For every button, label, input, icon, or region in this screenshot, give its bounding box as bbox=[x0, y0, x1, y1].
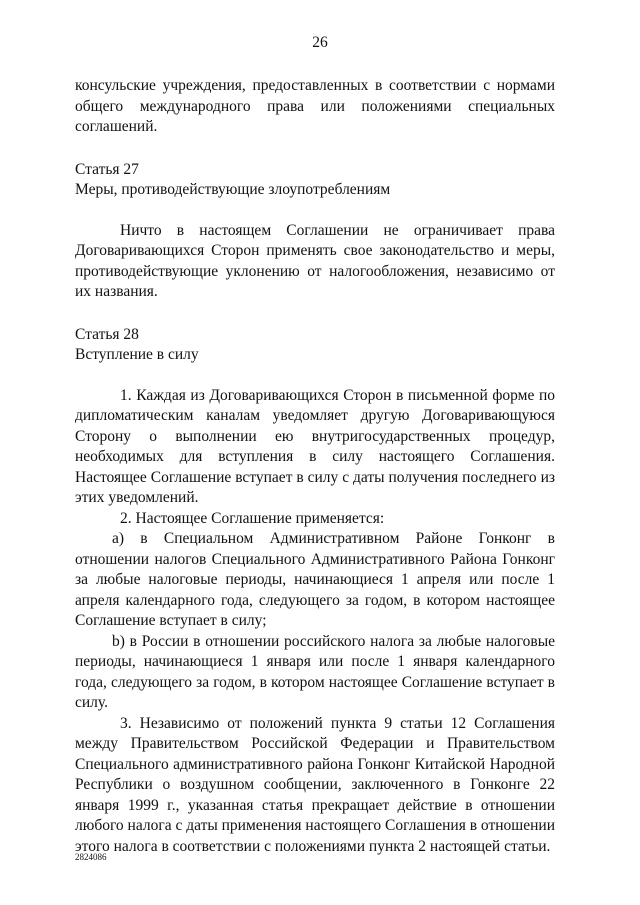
article-28-paragraph-3: 3. Независимо от положений пункта 9 статьи 12 Соглашения между Правительством Российской Федерации и Правительством Специального административного района Гонконг Китайской Народной Республики о воздушном сообщении, заключенного в Гонконге 22 января 1999 г., указанная статья прекращает действие в отношении любого налога с даты применения настоящего Соглашения в отношении этого налога в соответствии с положениями пункта 2 настоящей статьи. bbox=[75, 714, 555, 855]
continuation-paragraph: консульские учреждения, предоставленных в соответствии с нормами общего международного права или положениями специальных соглашений. bbox=[75, 77, 555, 135]
article-27-title: Меры, противодействующие злоупотреблениям bbox=[75, 181, 391, 198]
article-27-number: Статья 27 bbox=[75, 160, 139, 178]
article-27-paragraph: Ничто в настоящем Соглашении не ограничивает права Договаривающихся Сторон применять свое законодательство и меры, противодействующие уклонению от налогообложения, независимо от их названия. bbox=[75, 221, 555, 300]
document-body bbox=[75, 76, 555, 857]
page-number: 26 bbox=[312, 34, 328, 51]
article-28-paragraph-1: 1. Каждая из Договаривающихся Сторон в письменной форме по дипломатическим каналам уведомляет другую Договаривающуюся Сторону о выполнении ею внутригосударственных процедур, необходимых для вступления в силу настоящего Соглашения. Настоящее Соглашение вступает в силу с даты получения последнего из этих уведомлений. bbox=[75, 386, 555, 506]
article-28-subparagraph-b: b) в России в отношении российского налога за любые налоговые периоды, начинающиеся 1 января или после 1 января календарного года, следующего за годом, в котором настоящее Соглашение вступает в силу. bbox=[75, 632, 555, 711]
article-28-paragraph-2: 2. Настоящее Соглашение применяется: bbox=[120, 509, 385, 527]
article-28-subparagraph-a: a) в Специальном Административном Районе Гонконг в отношении налогов Специального Административного Района Гонконг за любые налоговые периоды, начинающиеся 1 апреля или после 1 апреля календарного года, следующего за годом, в котором настоящее Соглашение вступает в силу; bbox=[75, 530, 555, 629]
document-code: 2824086 bbox=[75, 852, 107, 862]
article-28-number: Статья 28 bbox=[75, 325, 139, 343]
article-28-title: Вступление в силу bbox=[75, 346, 199, 363]
